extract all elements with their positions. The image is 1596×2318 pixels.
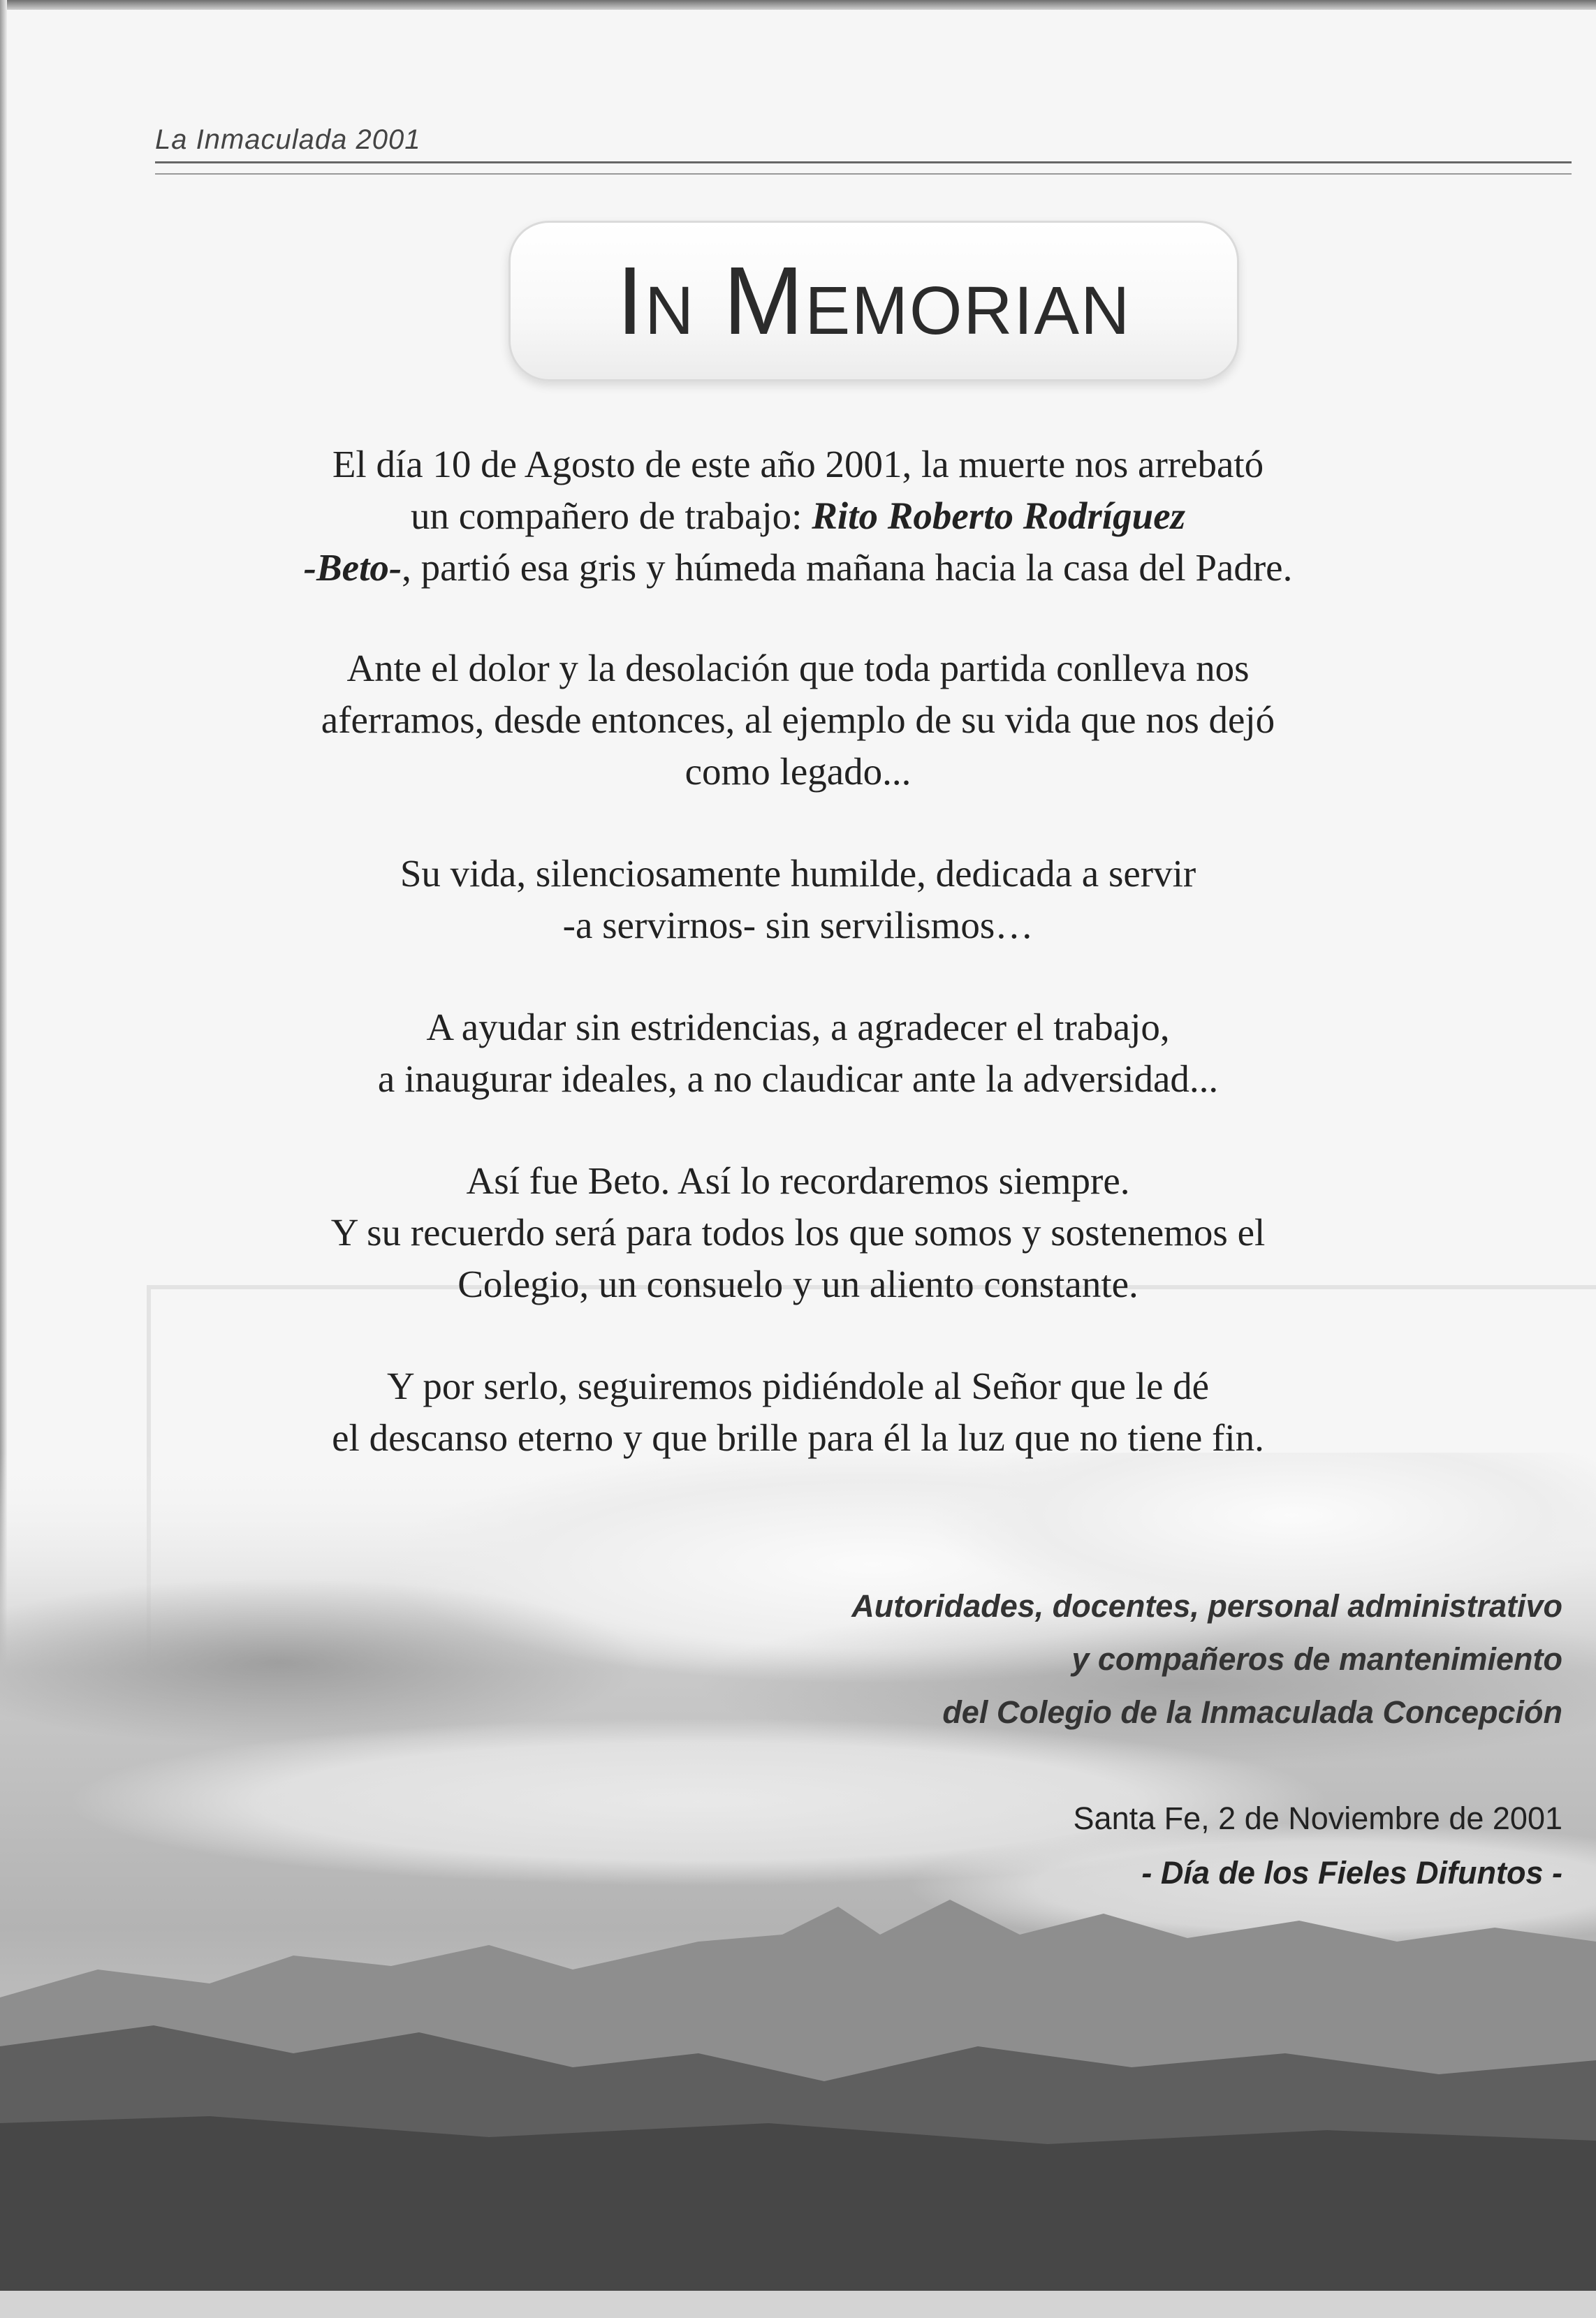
paragraph-5 [210,1155,1386,1310]
memorial-text [210,439,1386,1514]
paragraph-1-line-1: El día 10 de Agosto de este año 2001, la muerte nos arrebató [332,443,1264,485]
title-plaque [508,221,1239,381]
paragraph-4 [210,1002,1386,1105]
paragraph-3-line: -a servirnos- sin servilismos… [562,904,1034,946]
header-rule-bottom [155,173,1572,175]
page-title: In Memorian [616,247,1132,355]
page-header [155,124,1572,175]
signature-line: Autoridades, docentes, personal administrativo [851,1588,1562,1624]
deceased-nickname: -Beto- [303,546,402,589]
paragraph-1-line-2-text: un compañero de trabajo: [410,494,812,537]
dateline [1074,1791,1562,1900]
paragraph-1 [210,439,1386,594]
signature-block [851,1580,1562,1739]
deceased-name: Rito Roberto Rodríguez [812,494,1186,537]
paragraph-2-line: aferramos, desde entonces, al ejemplo de su vida que nos dejó [321,698,1275,741]
paragraph-4-line: a inaugurar ideales, a no claudicar ante la adversidad... [377,1057,1219,1100]
paragraph-1-line-2 [210,490,1386,542]
paragraph-6 [210,1360,1386,1464]
paragraph-6-line: Y por serlo, seguiremos pidiéndole al Señor que le dé [386,1365,1210,1407]
paragraph-3-line: Su vida, silenciosamente humilde, dedicada a servir [400,852,1196,895]
paragraph-4-line: A ayudar sin estridencias, a agradecer el trabajo, [426,1006,1170,1048]
place-date: Santa Fe, 2 de Noviembre de 2001 [1073,1800,1562,1836]
paragraph-5-line: Así fue Beto. Así lo recordaremos siempre. [466,1159,1130,1202]
header-rule-top [155,161,1572,163]
paragraph-2-line: como legado... [684,750,912,793]
paragraph-2 [210,643,1386,798]
occasion: - Día de los Fieles Difuntos - [1141,1855,1562,1891]
paragraph-1-line-3 [210,542,1386,594]
paragraph-1-line-3-text: , partió esa gris y húmeda mañana hacia la casa del Padre. [402,546,1293,589]
signature-line: del Colegio de la Inmaculada Concepción [942,1694,1562,1730]
paragraph-2-line: Ante el dolor y la desolación que toda partida conlleva nos [346,647,1250,689]
paragraph-6-line: el descanso eterno y que brille para él la luz que no tiene fin. [332,1416,1264,1459]
paragraph-3 [210,848,1386,951]
paragraph-5-line: Y su recuerdo será para todos los que somos y sostenemos el [330,1211,1266,1254]
signature-line: y compañeros de mantenimiento [1071,1641,1562,1677]
paragraph-5-line: Colegio, un consuelo y un aliento constante. [457,1263,1139,1305]
page-top-edge [0,0,1596,10]
running-head: La Inmaculada 2001 [155,124,421,155]
